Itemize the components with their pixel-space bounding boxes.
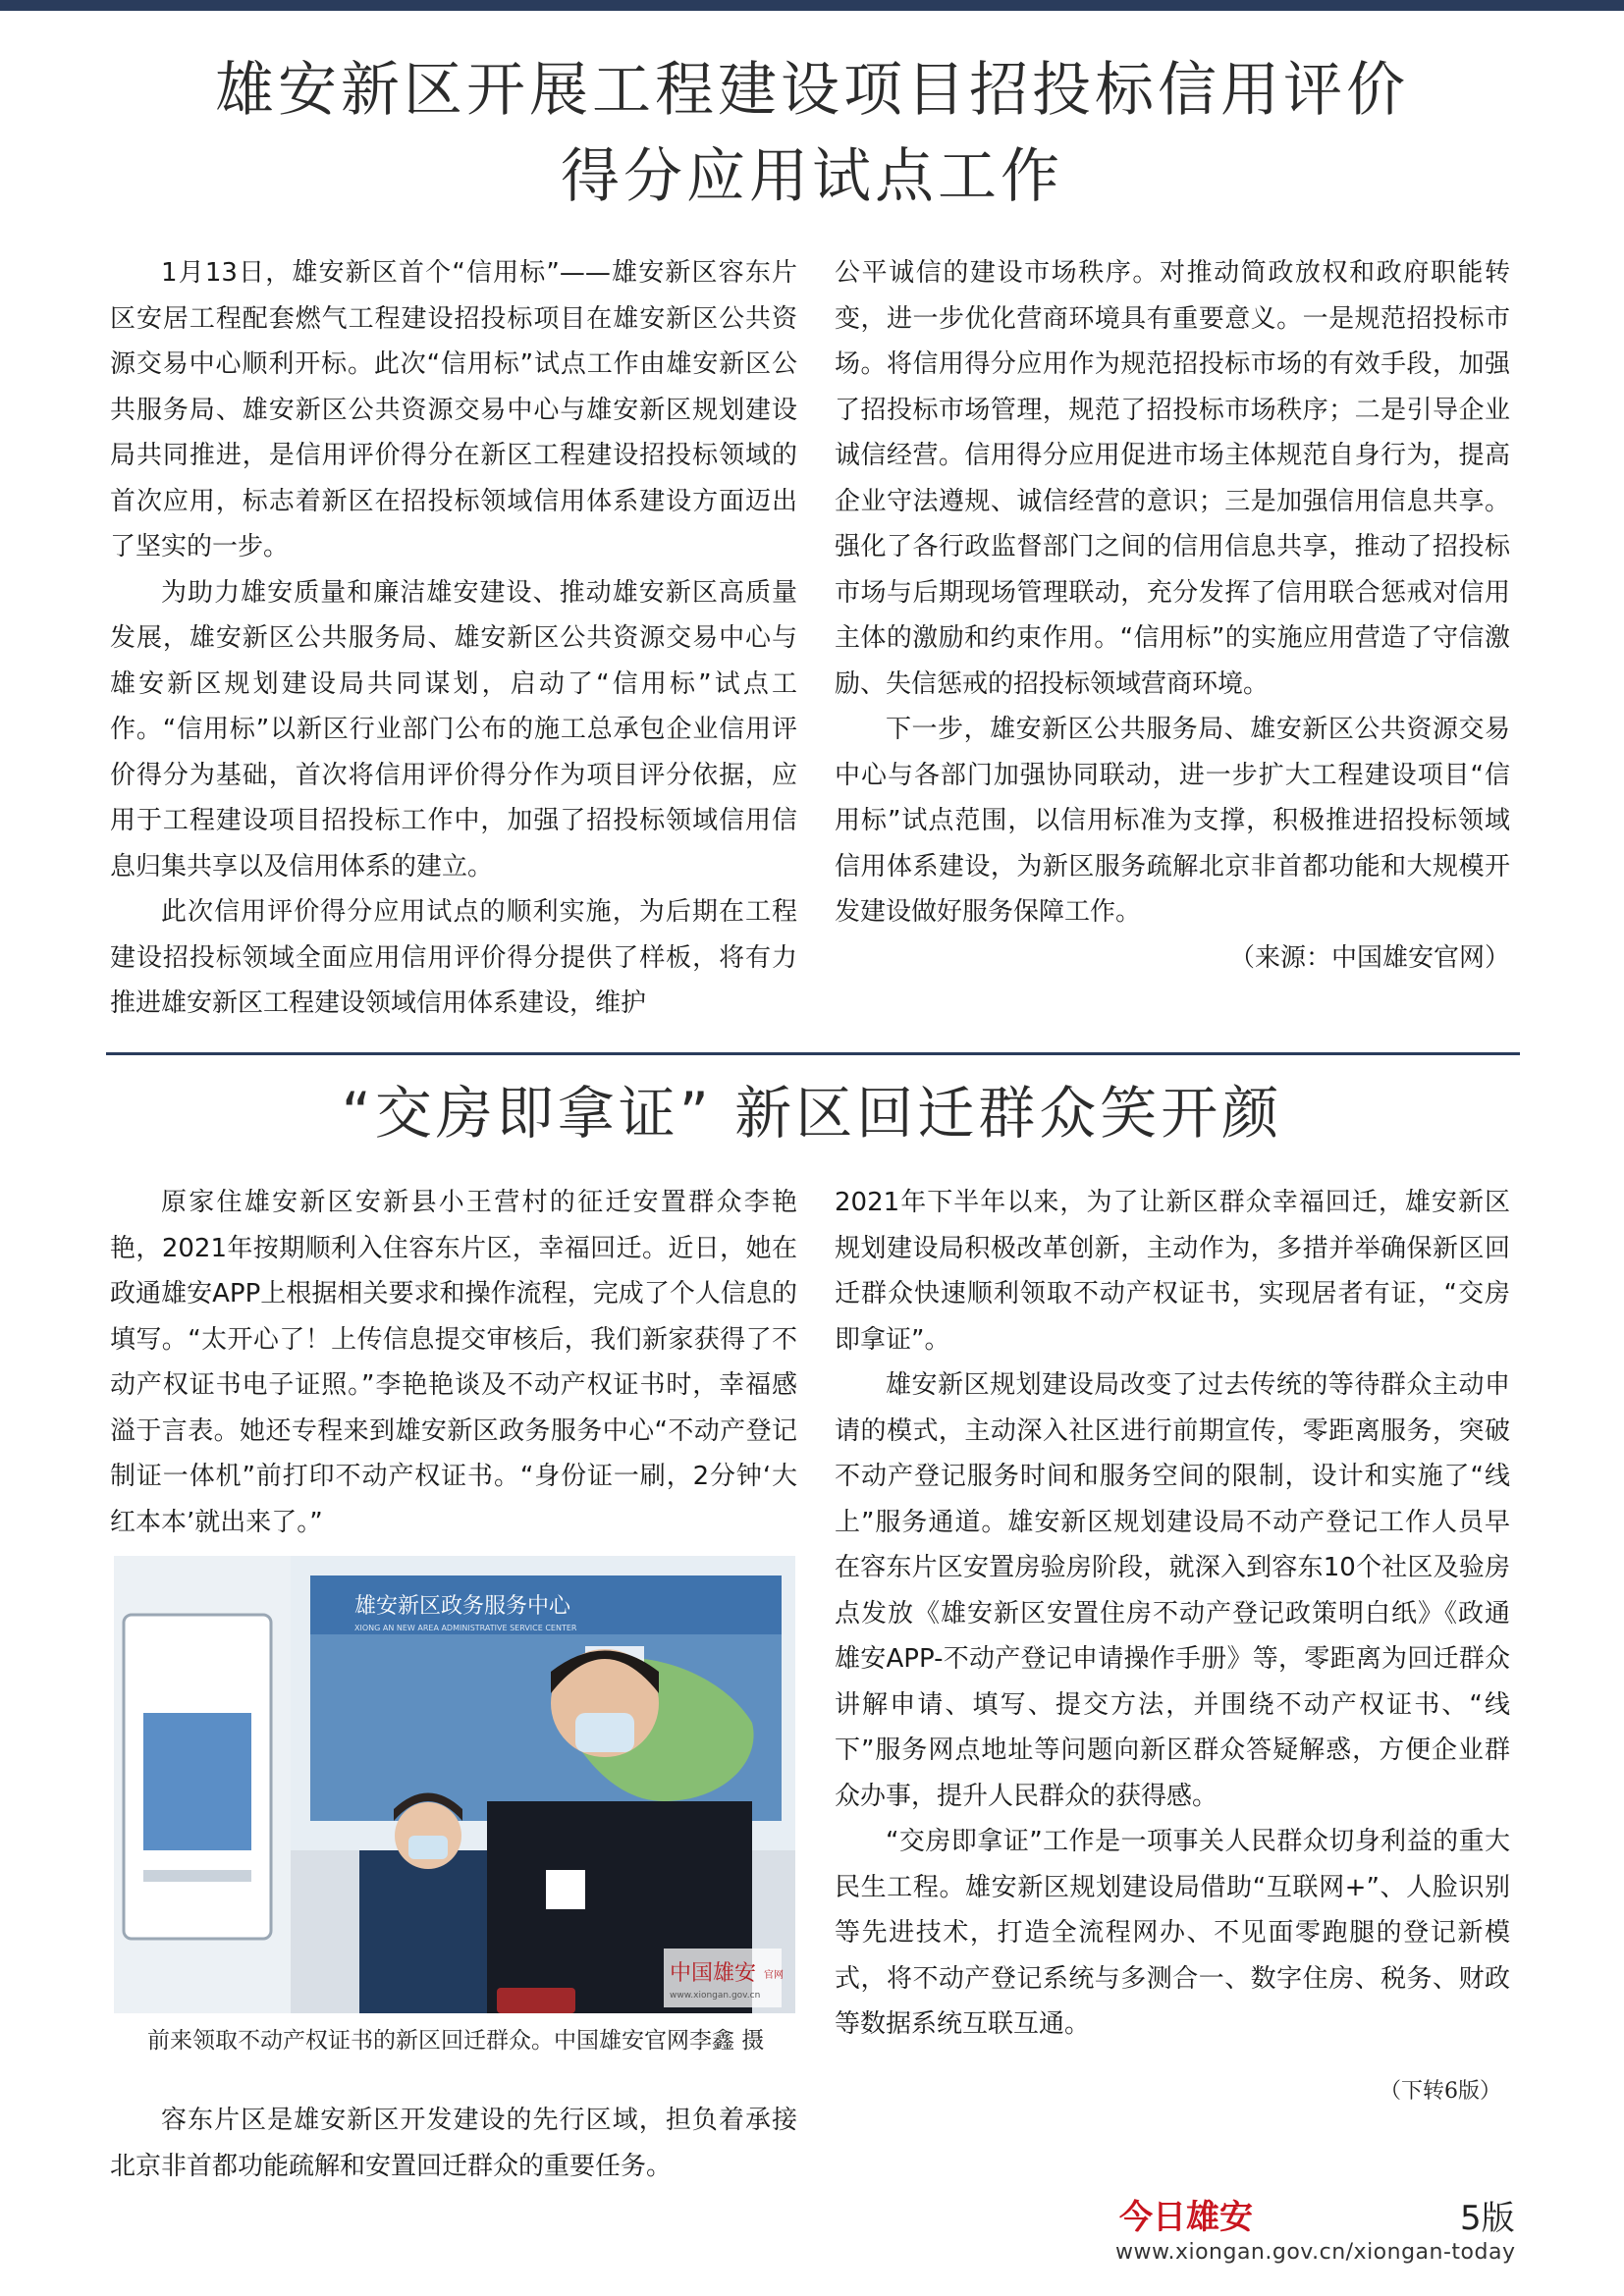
photo-watermark-url: www.xiongan.gov.cn [670, 1991, 761, 2001]
article1-column-left [110, 250, 797, 1027]
article2-paragraph-4: “交房即拿证”工作是一项事关人民群众切身利益的重大民生工程。雄安新区规划建设局借助“互联网+”、人脸识别等先进技术，打造全流程网办、不见面零跑腿的登记新模式，将不动产登记系统与多测合一、数字住房、税务、财政等数据系统互联互通。 [835, 1827, 1510, 2039]
article2-paragraph-1: 原家住雄安新区安新县小王营村的征迁安置群众李艳艳，2021年按期顺利入住容东片区，幸福回迁。近日，她在政通雄安APP上根据相关要求和操作流程，完成了个人信息的填写。“太开心了！上传信息提交审核后，我们新家获得了不动产权证书电子证照。”李艳艳谈及不动产权证书时，幸福感溢于言表。她还专程来到雄安新区政务服务中心“不动产登记制证一体机”前打印不动产权证书。“身份证一刷，2分钟‘大红本本’就出来了。” [110, 1188, 797, 1537]
logo-text: 今日雄安 [1119, 2198, 1253, 2237]
newspaper-logo [1119, 2191, 1267, 2242]
photo-watermark-tag: 官网 [764, 1970, 784, 1981]
article1-paragraph-1: 1月13日，雄安新区首个“信用标”——雄安新区容东片区安居工程配套燃气工程建设招投标项目在雄安新区公共资源交易中心顺利开标。此次“信用标”试点工作由雄安新区公共服务局、雄安新区公共资源交易中心与雄安新区规划建设局共同推进，是信用评价得分在新区工程建设招投标领域的首次应用，标志着新区在招投标领域信用体系建设方面迈出了坚实的一步。 [110, 258, 797, 561]
article2-paragraph-2: 容东片区是雄安新区开发建设的先行区域，担负着承接北京非首都功能疏解和安置回迁群众的重要任务。 [110, 2106, 797, 2181]
news-photo-illustration [114, 1556, 795, 2013]
section-divider [106, 1052, 1520, 1055]
article1-column-right [835, 250, 1510, 981]
article1-paragraph-4: 下一步，雄安新区公共服务局、雄安新区公共资源交易中心与各部门加强协同联动，进一步扩大工程建设项目“信用标”试点范围，以信用标准为支撑，积极推进招投标领域信用体系建设，为新区服务疏解北京非首都功能和大规模开发建设做好服务保障工作。 [835, 715, 1510, 927]
article1-paragraph-2: 为助力雄安质量和廉洁雄安建设、推动雄安新区高质量发展，雄安新区公共服务局、雄安新区公共资源交易中心与雄安新区规划建设局共同谋划，启动了“信用标”试点工作。“信用标”以新区行业部门公布的施工总承包企业信用评价得分为基础，首次将信用评价得分作为项目评分依据，应用于工程建设项目招投标工作中，加强了招投标领域信用信息归集共享以及信用体系的建立。 [110, 577, 797, 881]
footer-url: www.xiongan.gov.cn/xiongan-today [1115, 2240, 1516, 2265]
news-photo [114, 1556, 795, 2013]
article2-paragraph-2-continued: 2021年下半年以来，为了让新区群众幸福回迁，雄安新区规划建设局积极改革创新，主动作为，多措并举确保新区回迁群众快速顺利领取不动产权证书，实现居者有证，“交房即拿证”。 [835, 1188, 1510, 1355]
article1-paragraph-3-continued: 公平诚信的建设市场秩序。对推动简政放权和政府职能转变，进一步优化营商环境具有重要意义。一是规范招投标市场。将信用得分应用作为规范招投标市场的有效手段，加强了招投标市场管理，规范了招投标市场秩序；二是引导企业诚信经营。信用得分应用促进市场主体规范自身行为，提高企业守法遵规、诚信经营的意识；三是加强信用信息共享。强化了各行政监督部门之间的信用信息共享，推动了招投标市场与后期现场管理联动，充分发挥了信用联合惩戒对信用主体的激励和约束作用。“信用标”的实施应用营造了守信激励、失信惩戒的招投标领域营商环境。 [835, 258, 1510, 699]
photo-sign-subtitle: XIONG AN NEW AREA ADMINISTRATIVE SERVICE CENTER [354, 1624, 577, 1632]
article2-column-right [835, 1180, 1510, 2048]
article1-source: （来源：中国雄安官网） [1228, 942, 1510, 973]
article1-paragraph-3: 此次信用评价得分应用试点的顺利实施，为后期在工程建设招投标领域全面应用信用评价得分提供了样板，将有力推进雄安新区工程建设领域信用体系建设，维护 [110, 897, 797, 1018]
continued-note: （下转6版） [1380, 2079, 1501, 2104]
article2-paragraph-3: 雄安新区规划建设局改变了过去传统的等待群众主动申请的模式，主动深入社区进行前期宣传，零距离服务，突破不动产登记服务时间和服务空间的限制，设计和实施了“线上”服务通道。雄安新区规划建设局不动产登记工作人员早在容东片区安置房验房阶段，就深入到容东10个社区及验房点发放《雄安新区安置住房不动产登记政策明白纸》《政通雄安APP-不动产登记申请操作手册》等，零距离为回迁群众讲解申请、填写、提交方法，并围绕不动产权证书、“线下”服务网点地址等问题向新区群众答疑解惑，方便企业群众办事，提升人民群众的获得感。 [835, 1370, 1510, 1811]
photo-caption: 前来领取不动产权证书的新区回迁群众。中国雄安官网李鑫 摄 [147, 2028, 765, 2054]
page-number: 5版 [1460, 2199, 1515, 2238]
photo-watermark: 中国雄安 [670, 1961, 757, 1986]
headline-line-1: 雄安新区开展工程建设项目招投标信用评价 [215, 56, 1409, 125]
headline-article-2: “交房即拿证” 新区回迁群众笑开颜 [341, 1080, 1283, 1147]
newspaper-logo-mark [1119, 2191, 1267, 2238]
headline-line-2: 得分应用试点工作 [561, 142, 1063, 211]
photo-sign-title: 雄安新区政务服务中心 [354, 1594, 571, 1619]
top-color-bar [0, 0, 1624, 11]
article2-column-left [110, 1180, 797, 1545]
article2-column-left-bottom [110, 2098, 797, 2189]
